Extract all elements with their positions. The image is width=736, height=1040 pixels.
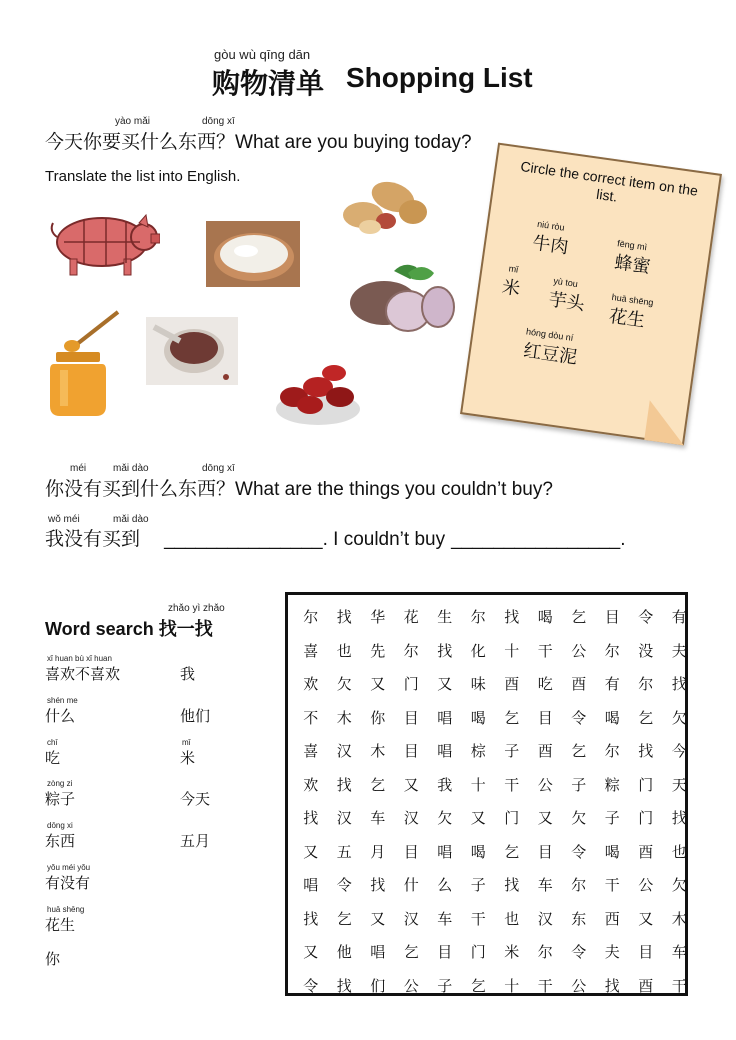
vocab-item: 吃 (45, 749, 61, 767)
grid-cell[interactable]: 令 (638, 608, 654, 627)
grid-cell[interactable]: 公 (571, 641, 587, 660)
grid-cell[interactable]: 十 (504, 641, 520, 660)
grid-cell[interactable]: 目 (537, 708, 553, 727)
grid-cell[interactable]: 西 (604, 909, 620, 928)
grid-cell[interactable]: 目 (604, 608, 620, 627)
grid-cell[interactable]: 十 (504, 976, 520, 995)
grid-cell[interactable]: 欢 (303, 775, 319, 794)
grid-cell[interactable]: 干 (671, 976, 687, 995)
grid-cell[interactable]: 欠 (571, 809, 587, 828)
vocab-item: 喜欢不喜欢 (45, 665, 121, 683)
grid-cell[interactable]: 找 (671, 809, 687, 828)
q3-pinyin-2: mǎi dào (113, 514, 149, 525)
grid-cell[interactable]: 酉 (537, 742, 553, 761)
grid-cell[interactable]: 乞 (571, 608, 587, 627)
grid-cell[interactable]: 十 (470, 775, 486, 794)
grid-cell[interactable]: 子 (604, 809, 620, 828)
grid-cell[interactable]: 又 (370, 909, 386, 928)
grid-cell[interactable]: 车 (537, 876, 553, 895)
grid-cell[interactable]: 尔 (638, 675, 654, 694)
grid-cell[interactable]: 尔 (403, 641, 419, 660)
grid-cell[interactable]: 粽 (604, 775, 620, 794)
grid-cell[interactable]: 月 (370, 842, 386, 861)
wordsearch-heading-zh: 找一找 (158, 619, 213, 640)
vocab-item: 五月 (180, 832, 211, 850)
grid-cell[interactable]: 干 (537, 976, 553, 995)
grid-cell[interactable]: 又 (403, 775, 419, 794)
vocab-pinyin: dōng xi (47, 821, 73, 830)
grid-cell[interactable]: 欠 (671, 708, 687, 727)
vocab-item: 东西 (45, 832, 76, 850)
note-item-pinyin: mǐ (508, 263, 519, 275)
q3-english: . I couldn’t buy (322, 529, 446, 550)
grid-cell[interactable]: 干 (504, 775, 520, 794)
grid-cell[interactable]: 干 (604, 876, 620, 895)
grid-cell[interactable]: 乞 (470, 976, 486, 995)
note-item-pinyin: hóng dòu ní (525, 326, 574, 343)
grid-cell[interactable]: 公 (537, 775, 553, 794)
note-item-pinyin: fēng mì (616, 238, 648, 253)
grid-cell[interactable]: 们 (370, 976, 386, 995)
q2-chinese: 你没有买到什么东西？ (45, 478, 236, 500)
grid-row (294, 634, 696, 668)
note-item-red-bean-paste[interactable]: 红豆泥 (521, 340, 579, 369)
grid-cell[interactable]: 也 (336, 641, 352, 660)
vocab-item: 你 (45, 950, 61, 968)
grid-cell[interactable]: 车 (437, 909, 453, 928)
grid-cell[interactable]: 乞 (571, 742, 587, 761)
grid-cell[interactable]: 汉 (403, 809, 419, 828)
grid-cell[interactable]: 味 (470, 675, 486, 694)
grid-row (294, 801, 696, 835)
vocab-item: 今天 (180, 790, 211, 808)
grid-row (294, 835, 696, 869)
grid-cell[interactable]: 找 (336, 775, 352, 794)
grid-cell[interactable]: 酉 (638, 842, 654, 861)
grid-cell[interactable]: 有 (671, 608, 687, 627)
grid-cell[interactable]: 欠 (437, 809, 453, 828)
taro (346, 263, 458, 338)
grid-cell[interactable]: 目 (537, 842, 553, 861)
grid-row (294, 902, 696, 936)
grid-cell[interactable]: 乞 (504, 708, 520, 727)
grid-cell[interactable]: 干 (470, 909, 486, 928)
grid-cell[interactable]: 尔 (303, 608, 319, 627)
grid-cell[interactable]: 米 (504, 943, 520, 962)
red-bean-paste (146, 317, 238, 385)
grid-cell[interactable]: 花 (403, 608, 419, 627)
grid-cell[interactable]: 我 (437, 775, 453, 794)
grid-cell[interactable]: 尔 (604, 742, 620, 761)
grid-cell[interactable]: 唱 (437, 708, 453, 727)
grid-cell[interactable]: 车 (671, 943, 687, 962)
grid-cell[interactable]: 酉 (638, 976, 654, 995)
grid-cell[interactable]: 又 (370, 675, 386, 694)
note-item-pinyin: yù tou (552, 275, 579, 290)
grid-cell[interactable]: 子 (504, 742, 520, 761)
grid-cell[interactable]: 子 (437, 976, 453, 995)
grid-cell[interactable]: 欠 (336, 675, 352, 694)
grid-cell[interactable]: 干 (537, 641, 553, 660)
question-3 (45, 524, 626, 551)
grid-cell[interactable]: 公 (638, 876, 654, 895)
q2-pinyin-1: méi (70, 463, 87, 474)
honey-jar (50, 308, 124, 420)
grid-cell[interactable]: 子 (470, 876, 486, 895)
grid-cell[interactable]: 也 (671, 842, 687, 861)
grid-row (294, 935, 696, 969)
grid-cell[interactable]: 尔 (537, 943, 553, 962)
grid-cell[interactable]: 找 (303, 909, 319, 928)
vocab-pinyin: mǐ (182, 738, 191, 747)
grid-cell[interactable]: 也 (504, 909, 520, 928)
grid-cell[interactable]: 喜 (303, 641, 319, 660)
grid-cell[interactable]: 唱 (437, 842, 453, 861)
note-item-taro[interactable]: 芋头 (547, 289, 586, 316)
grid-cell[interactable]: 门 (403, 675, 419, 694)
grid-cell[interactable]: 门 (638, 809, 654, 828)
wordsearch-grid (285, 592, 688, 996)
grid-cell[interactable]: 门 (638, 775, 654, 794)
grid-row (294, 600, 696, 634)
grid-cell[interactable]: 公 (571, 976, 587, 995)
grid-cell[interactable]: 又 (437, 675, 453, 694)
note-item-honey[interactable]: 蜂蜜 (613, 252, 652, 278)
answer-blank-2[interactable]: ________________. (451, 529, 626, 550)
grid-row (294, 768, 696, 802)
wordsearch-grid-cells (294, 600, 696, 1002)
vocab-pinyin: chī (47, 738, 58, 747)
grid-cell[interactable]: 令 (303, 976, 319, 995)
title-pinyin: gòu wù qīng dān (214, 47, 311, 62)
question-2 (45, 474, 553, 501)
grid-cell[interactable]: 令 (571, 842, 587, 861)
answer-blank-1[interactable]: _______________ (164, 529, 323, 550)
grid-cell[interactable]: 么 (437, 876, 453, 895)
grid-cell[interactable]: 尔 (470, 608, 486, 627)
wordsearch-heading-en: Word search (45, 619, 154, 639)
grid-cell[interactable]: 子 (571, 775, 587, 794)
grid-cell[interactable]: 目 (638, 943, 654, 962)
grid-cell[interactable]: 目 (437, 943, 453, 962)
grid-cell[interactable]: 找 (336, 976, 352, 995)
note-item-beef[interactable]: 牛肉 (531, 232, 570, 259)
grid-cell[interactable]: 木 (370, 742, 386, 761)
grid-cell[interactable]: 找 (370, 876, 386, 895)
grid-cell[interactable]: 喝 (604, 842, 620, 861)
grid-cell[interactable]: 找 (336, 608, 352, 627)
vocab-item: 他们 (180, 707, 211, 725)
vocab-pinyin: huā shēng (47, 905, 85, 914)
grid-cell[interactable]: 酉 (571, 675, 587, 694)
vocab-item: 有没有 (45, 874, 91, 892)
grid-cell[interactable]: 五 (336, 842, 352, 861)
note-item-pinyin: niú ròu (536, 218, 566, 233)
grid-cell[interactable]: 天 (671, 775, 687, 794)
grid-cell[interactable]: 化 (470, 641, 486, 660)
grid-row (294, 969, 696, 1003)
grid-cell[interactable]: 木 (671, 909, 687, 928)
grid-cell[interactable]: 乞 (504, 842, 520, 861)
grid-cell[interactable]: 目 (403, 742, 419, 761)
grid-cell[interactable]: 找 (504, 608, 520, 627)
grid-cell[interactable]: 乞 (403, 943, 419, 962)
vocab-item: 我 (180, 665, 196, 683)
grid-cell[interactable]: 又 (537, 809, 553, 828)
grid-cell[interactable]: 找 (671, 675, 687, 694)
grid-cell[interactable]: 找 (638, 742, 654, 761)
grid-cell[interactable]: 喜 (303, 742, 319, 761)
grid-cell[interactable]: 酉 (504, 675, 520, 694)
grid-cell[interactable]: 目 (403, 708, 419, 727)
vocab-pinyin: shén me (47, 696, 78, 705)
grid-cell[interactable]: 乞 (370, 775, 386, 794)
title-english: Shopping List (346, 62, 533, 93)
grid-cell[interactable]: 目 (403, 842, 419, 861)
grid-cell[interactable]: 喝 (470, 842, 486, 861)
grid-cell[interactable]: 汉 (336, 742, 352, 761)
grid-cell[interactable]: 没 (638, 641, 654, 660)
grid-row (294, 667, 696, 701)
grid-cell[interactable]: 尔 (571, 876, 587, 895)
pig-cuts-diagram (44, 197, 160, 285)
grid-cell[interactable]: 东 (571, 909, 587, 928)
grid-cell[interactable]: 欠 (671, 876, 687, 895)
grid-cell[interactable]: 什 (403, 876, 419, 895)
grid-cell[interactable]: 又 (638, 909, 654, 928)
grid-cell[interactable]: 有 (604, 675, 620, 694)
vocab-pinyin: zòng zi (47, 779, 73, 788)
grid-cell[interactable]: 尔 (604, 641, 620, 660)
grid-cell[interactable]: 令 (336, 876, 352, 895)
grid-cell[interactable]: 又 (470, 809, 486, 828)
q1-chinese: 今天你要买什么东西？ (45, 131, 236, 153)
grid-cell[interactable]: 夫 (671, 641, 687, 660)
vocab-item: 粽子 (45, 790, 76, 808)
grid-cell[interactable]: 汉 (537, 909, 553, 928)
peanuts (338, 177, 434, 237)
note-item-peanut[interactable]: 花生 (607, 305, 647, 332)
vocab-pinyin: yǒu méi yǒu (47, 863, 91, 872)
q2-english: What are the things you couldn’t buy? (235, 479, 553, 500)
grid-cell[interactable]: 生 (437, 608, 453, 627)
grid-cell[interactable]: 唱 (437, 742, 453, 761)
note-item-pinyin: huā shēng (611, 291, 655, 308)
grid-cell[interactable]: 车 (370, 809, 386, 828)
grid-row (294, 868, 696, 902)
vocab-item: 花生 (45, 916, 76, 934)
grid-row (294, 701, 696, 735)
wordsearch-heading-pinyin: zhǎo yì zhǎo (168, 603, 225, 614)
instruction: Translate the list into English. (45, 168, 241, 185)
grid-cell[interactable]: 吃 (537, 675, 553, 694)
grid-cell[interactable]: 乞 (336, 909, 352, 928)
grid-cell[interactable]: 先 (370, 641, 386, 660)
q2-pinyin-2: mǎi dào (113, 463, 149, 474)
grid-cell[interactable]: 汉 (403, 909, 419, 928)
grid-cell[interactable]: 欢 (303, 675, 319, 694)
q3-pinyin-1: wǒ méi (48, 514, 80, 525)
q1-pinyin-1: yào mǎi (115, 116, 151, 127)
grid-cell[interactable]: 令 (571, 708, 587, 727)
note-title: Circle the correct item on the list. (519, 158, 699, 205)
q1-pinyin-2: dōng xī (202, 116, 235, 127)
grid-cell[interactable]: 唱 (370, 943, 386, 962)
grid-cell[interactable]: 喝 (604, 708, 620, 727)
note-folded-corner (644, 400, 689, 445)
grid-cell[interactable]: 不 (303, 708, 319, 727)
grid-cell[interactable]: 你 (370, 708, 386, 727)
grid-cell[interactable]: 门 (470, 943, 486, 962)
vocab-item: 米 (180, 749, 196, 767)
grid-cell[interactable]: 公 (403, 976, 419, 995)
grid-cell[interactable]: 汉 (336, 809, 352, 828)
grid-cell[interactable]: 棕 (470, 742, 486, 761)
grid-cell[interactable]: 喝 (470, 708, 486, 727)
grid-cell[interactable]: 找 (604, 976, 620, 995)
wordsearch-heading (45, 615, 213, 641)
grid-row (294, 734, 696, 768)
grid-cell[interactable]: 又 (303, 943, 319, 962)
q1-english: What are you buying today? (235, 132, 472, 153)
title-chinese: 购物清单 (212, 67, 325, 100)
red-dates (274, 357, 362, 427)
vocab-pinyin: xǐ huan bù xǐ huan (47, 654, 112, 663)
question-1 (45, 127, 472, 154)
grid-cell[interactable]: 唱 (303, 876, 319, 895)
grid-cell[interactable]: 令 (571, 943, 587, 962)
grid-cell[interactable]: 找 (504, 876, 520, 895)
grid-cell[interactable]: 找 (437, 641, 453, 660)
grid-cell[interactable]: 他 (336, 943, 352, 962)
grid-cell[interactable]: 找 (303, 809, 319, 828)
grid-cell[interactable]: 华 (370, 608, 386, 627)
q2-pinyin-3: dōng xī (202, 463, 235, 474)
q3-chinese: 我没有买到 (45, 528, 141, 550)
grid-cell[interactable]: 喝 (537, 608, 553, 627)
note-card (460, 143, 722, 446)
note-item-rice[interactable]: 米 (500, 276, 522, 300)
grid-cell[interactable]: 木 (336, 708, 352, 727)
grid-cell[interactable]: 又 (303, 842, 319, 861)
rice-bowl (206, 221, 300, 287)
grid-cell[interactable]: 乞 (638, 708, 654, 727)
vocab-item: 什么 (45, 707, 76, 725)
grid-cell[interactable]: 夫 (604, 943, 620, 962)
grid-cell[interactable]: 今 (671, 742, 687, 761)
grid-cell[interactable]: 门 (504, 809, 520, 828)
